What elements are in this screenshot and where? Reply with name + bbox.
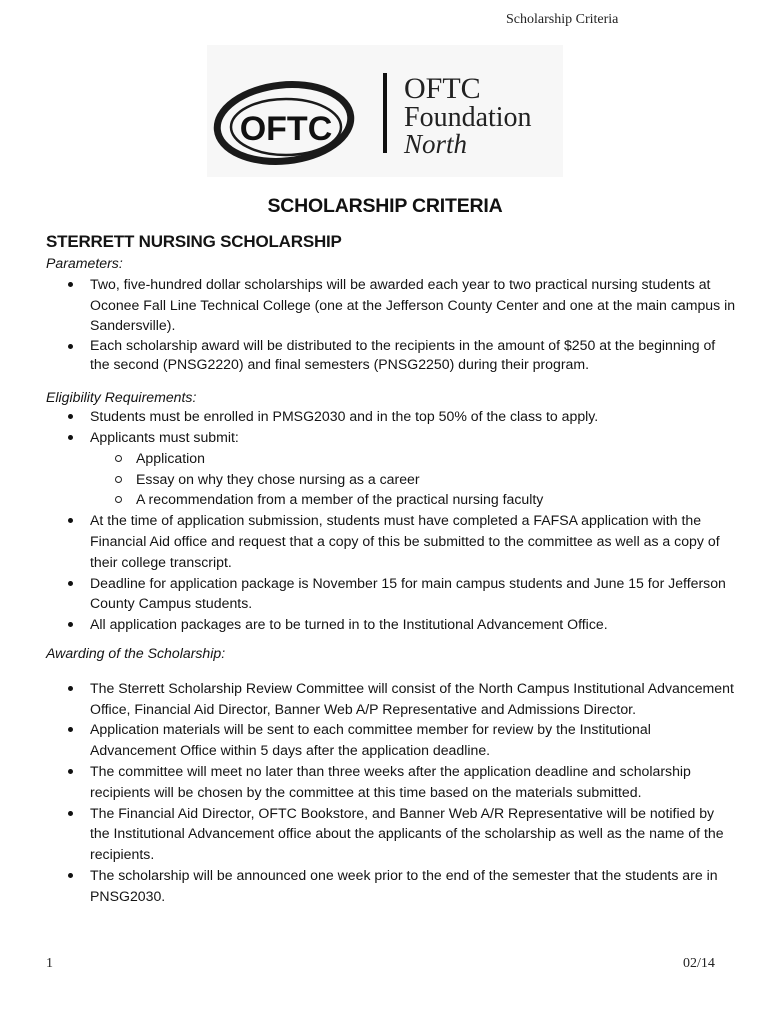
scholarship-name: STERRETT NURSING SCHOLARSHIP [46, 232, 342, 251]
awarding-list [46, 678, 736, 907]
list-item: Applicants must submit: Application Essay on why they chose nursing as a career A recommendation from a member of the practical nursing faculty [46, 427, 736, 510]
bullet-icon [68, 414, 73, 419]
list-item: Each scholarship award will be distributed to the recipients in the amount of $250 at the beginning of the second (PNSG2220) and final semesters (PNSG2250) during their program. [46, 336, 736, 374]
bullet-icon [68, 581, 73, 586]
parameters-label: Parameters: [46, 255, 123, 271]
bullet-icon [68, 769, 73, 774]
sub-list-item: Essay on why they chose nursing as a career [90, 469, 736, 490]
circle-bullet-icon [115, 455, 122, 462]
bullet-icon [68, 686, 73, 691]
list-item: The Financial Aid Director, OFTC Bookstore, and Banner Web A/R Representative will be notified by the Institutional Advancement office about the applicants of the scholarship as well as the name of the recipients. [46, 803, 736, 865]
bullet-icon [68, 727, 73, 732]
eligibility-list [46, 406, 736, 635]
running-header: Scholarship Criteria [506, 12, 619, 27]
bullet-icon [68, 282, 73, 287]
list-item: The committee will meet no later than three weeks after the application deadline and scholarship recipients will be chosen by the committee at this time based on the materials submitted. [46, 761, 736, 803]
logo-line-1: OFTC [404, 72, 481, 105]
list-item: Two, five-hundred dollar scholarships will be awarded each year to two practical nursing students at Oconee Fall Line Technical College (one at the Jefferson County Center and one at the main campus in Sandersville). [46, 274, 736, 336]
list-item: All application packages are to be turned in to the Institutional Advancement Office. [46, 614, 736, 635]
logo-emblem-text: OFTC [239, 110, 333, 148]
circle-bullet-icon [115, 476, 122, 483]
bullet-icon [68, 811, 73, 816]
bullet-icon [68, 873, 73, 878]
list-item: Deadline for application package is November 15 for main campus students and June 15 for Jefferson County Campus students. [46, 573, 736, 615]
logo-line-3: North [404, 129, 468, 159]
list-item: The scholarship will be announced one week prior to the end of the semester that the students are in PNSG2030. [46, 865, 736, 907]
awarding-label: Awarding of the Scholarship: [46, 644, 226, 661]
sub-list-item: Application [90, 448, 736, 469]
parameters-list [46, 274, 736, 374]
page-title: SCHOLARSHIP CRITERIA [267, 195, 503, 217]
circle-bullet-icon [115, 496, 122, 503]
logo-line-2: Foundation [404, 102, 532, 133]
page-number: 1 [46, 956, 53, 971]
bullet-icon [68, 518, 73, 523]
eligibility-label: Eligibility Requirements: [46, 389, 197, 406]
list-item: Application materials will be sent to each committee member for review by the Institutional Advancement Office within 5 days after the application deadline. [46, 719, 736, 761]
bullet-icon [68, 344, 73, 349]
sub-list-item: A recommendation from a member of the practical nursing faculty [90, 489, 736, 510]
list-item: At the time of application submission, students must have completed a FAFSA application with the Financial Aid office and request that a copy of this be submitted to the committee as well as a copy of their college transcript. [46, 510, 736, 572]
oftc-foundation-north-logo [207, 45, 563, 177]
submit-items-list [90, 448, 736, 510]
list-item: Students must be enrolled in PMSG2030 and in the top 50% of the class to apply. [46, 406, 736, 427]
document-body [46, 231, 736, 907]
bullet-icon [68, 622, 73, 627]
revision-date: 02/14 [683, 956, 715, 971]
logo-graphic [207, 45, 563, 177]
bullet-icon [68, 435, 73, 440]
list-item: The Sterrett Scholarship Review Committee will consist of the North Campus Institutional Advancement Office, Financial Aid Director, Banner Web A/P Representative and Admissions Director. [46, 678, 736, 720]
